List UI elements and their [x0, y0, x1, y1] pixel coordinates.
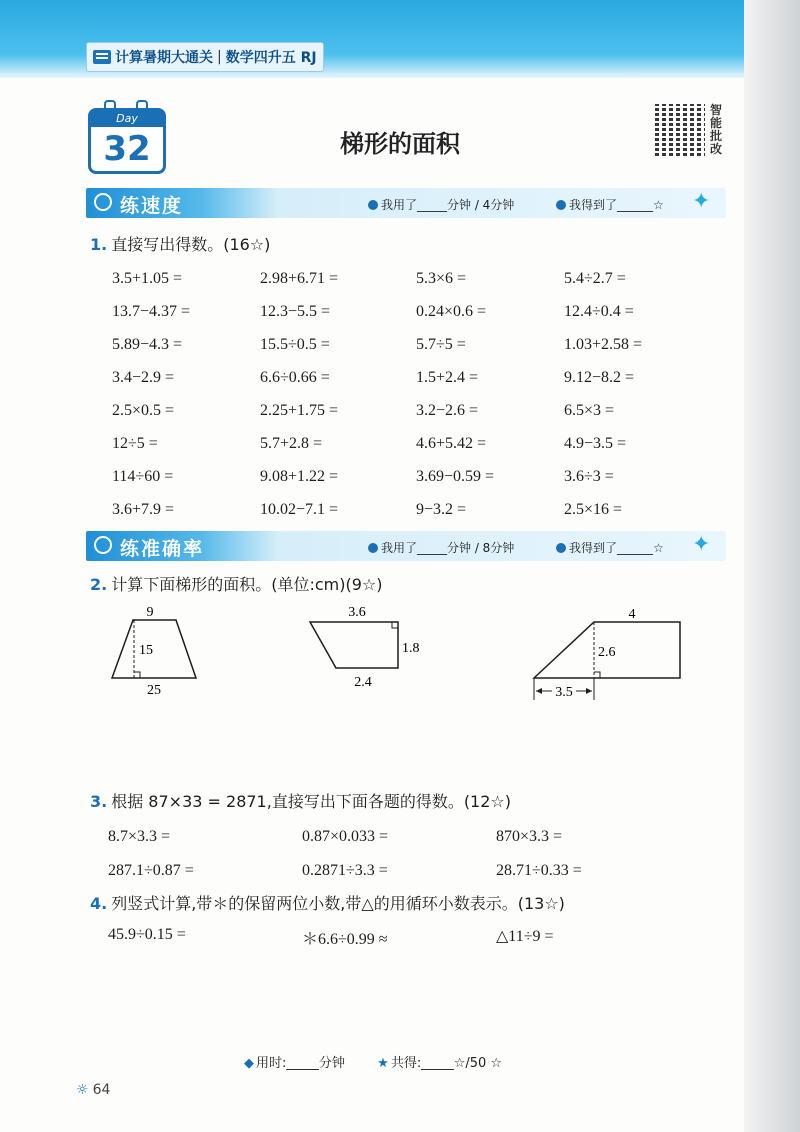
- question-number: 1.: [90, 235, 108, 254]
- problem-item: 0.2871÷3.3 =: [302, 862, 388, 879]
- section-title: 练速度: [120, 195, 184, 217]
- problem-item: 9.12−8.2 =: [564, 368, 635, 386]
- problem-item: 12.4÷0.4 =: [564, 302, 634, 320]
- question-prompt: 列竖式计算,带＊的保留两位小数,带△的用循环小数表示。(13☆): [111, 894, 565, 913]
- question-2: [90, 572, 383, 595]
- time-used-text: 我用了_____分钟 / 4分钟: [381, 198, 515, 212]
- fig1-height-label: 15: [139, 643, 153, 658]
- problem-item: 1.5+2.4 =: [416, 368, 479, 386]
- score-field: [556, 196, 664, 213]
- trapezoid-2: [310, 622, 398, 668]
- sun-icon: ☼: [76, 1082, 89, 1098]
- fig2-bottom-label: 2.4: [354, 675, 372, 690]
- star-icon: ✦: [692, 532, 711, 557]
- problem-item: △11÷9 =: [496, 928, 554, 945]
- right-angle-mark: [594, 672, 600, 678]
- book-icon: [93, 50, 111, 64]
- section-title: 练准确率: [120, 538, 205, 560]
- score-text: 我得到了______☆: [569, 541, 664, 555]
- problem-item: 13.7−4.37 =: [112, 302, 191, 320]
- qr-label: 智能批改: [710, 103, 723, 156]
- problem-item: 2.98+6.71 =: [260, 269, 339, 287]
- q3-problem-grid: [108, 820, 708, 888]
- problem-item: 10.02−7.1 =: [260, 500, 339, 518]
- fig2-top-label: 3.6: [348, 605, 366, 620]
- problem-item: 870×3.3 =: [496, 828, 563, 845]
- star-icon: ✦: [692, 189, 711, 214]
- page-number: [76, 1082, 110, 1098]
- problem-row: [112, 328, 712, 361]
- section-bar-speed: [86, 188, 726, 218]
- stopwatch-icon: [94, 193, 112, 211]
- problem-row: [108, 820, 708, 854]
- page-edge-shadow: [744, 0, 800, 1132]
- trapezoid-1: [112, 620, 196, 678]
- problem-item: 8.7×3.3 =: [108, 828, 171, 845]
- fig1-bottom-label: 25: [147, 683, 161, 698]
- problem-item: 6.6÷0.66 =: [260, 368, 330, 386]
- problem-item: 12.3−5.5 =: [260, 302, 331, 320]
- footer-summary: [244, 1052, 502, 1071]
- question-number: 4.: [90, 894, 108, 913]
- check-icon: [556, 543, 566, 553]
- problem-item: 6.5×3 =: [564, 401, 615, 419]
- problem-item: 4.6+5.42 =: [416, 434, 487, 452]
- problem-item: 0.24×0.6 =: [416, 302, 487, 320]
- section-bar-accuracy: [86, 531, 726, 561]
- q1-problem-grid: [112, 262, 712, 526]
- problem-item: 5.89−4.3 =: [112, 335, 183, 353]
- fig3-height-label: 2.6: [598, 645, 616, 660]
- trapezoid-figures: [0, 600, 800, 710]
- problem-item: 2.25+1.75 =: [260, 401, 339, 419]
- question-4: [90, 891, 565, 914]
- problem-item: 15.5÷0.5 =: [260, 335, 330, 353]
- target-icon: [94, 536, 112, 554]
- problem-item: 2.5×16 =: [564, 500, 623, 518]
- arrow-right-icon: [586, 688, 592, 694]
- question-3: [90, 789, 511, 812]
- header-tab: [86, 42, 324, 72]
- book-label: 数学四升五 RJ: [225, 50, 317, 66]
- arrow-left-icon: [536, 688, 542, 694]
- problem-item: 5.7+2.8 =: [260, 434, 323, 452]
- question-prompt: 直接写出得数。(16☆): [111, 235, 271, 254]
- header-separator: |: [217, 49, 222, 65]
- page-title: 梯形的面积: [340, 130, 460, 158]
- score-text: 我得到了______☆: [569, 198, 664, 212]
- question-prompt: 根据 87×33 = 2871,直接写出下面各题的得数。(12☆): [111, 792, 512, 811]
- problem-item: 2.5×0.5 =: [112, 401, 175, 419]
- problem-item: 3.69−0.59 =: [416, 467, 495, 485]
- clock-icon: ◆: [244, 1056, 254, 1071]
- problem-item: 0.87×0.033 =: [302, 828, 389, 845]
- clock-icon: [368, 200, 378, 210]
- question-prompt: 计算下面梯形的面积。(单位:cm)(9☆): [111, 575, 383, 594]
- qr-code-icon[interactable]: [655, 104, 705, 156]
- footer-total: 共得:_____☆/50 ☆: [390, 1056, 503, 1071]
- page-number-text: 64: [92, 1082, 111, 1098]
- problem-item: 287.1÷0.87 =: [108, 862, 194, 879]
- problem-row: [112, 394, 712, 427]
- problem-item: 114÷60 =: [112, 467, 174, 485]
- fig3-top-label: 4: [628, 607, 636, 622]
- day-number: 32: [103, 129, 151, 169]
- problem-item: 28.71÷0.33 =: [496, 862, 582, 879]
- question-number: 3.: [90, 792, 108, 811]
- check-icon: [556, 200, 566, 210]
- problem-row: [112, 460, 712, 493]
- star-icon: ★: [377, 1056, 389, 1071]
- clock-icon: [368, 543, 378, 553]
- problem-item: 3.6+7.9 =: [112, 500, 175, 518]
- problem-item: 9.08+1.22 =: [260, 467, 339, 485]
- series-title: 计算暑期大通关: [115, 50, 213, 66]
- problem-item: 3.4−2.9 =: [112, 368, 175, 386]
- problem-row: [112, 493, 712, 526]
- problem-item: 3.6÷3 =: [564, 467, 614, 485]
- question-number: 2.: [90, 575, 108, 594]
- problem-item: 3.2−2.6 =: [416, 401, 479, 419]
- problem-item: 12÷5 =: [112, 434, 158, 452]
- problem-item: 9−3.2 =: [416, 500, 467, 518]
- fig2-height-label: 1.8: [402, 641, 420, 656]
- q4-problem-row: [108, 926, 708, 949]
- day-label: Day: [91, 111, 163, 127]
- fig3-bottom-label: 3.5: [555, 685, 573, 700]
- problem-row: [112, 361, 712, 394]
- score-field: [556, 539, 664, 556]
- problem-item: 4.9−3.5 =: [564, 434, 627, 452]
- problem-item: 1.03+2.58 =: [564, 335, 643, 353]
- problem-item: 5.4÷2.7 =: [564, 269, 626, 287]
- time-used-text: 我用了_____分钟 / 8分钟: [381, 541, 515, 555]
- fig1-top-label: 9: [146, 605, 154, 620]
- problem-item: 5.3×6 =: [416, 269, 467, 287]
- problem-item: 3.5+1.05 =: [112, 269, 183, 287]
- problem-item: 45.9÷0.15 =: [108, 926, 186, 943]
- footer-time: 用时:_____分钟: [256, 1056, 345, 1071]
- time-used-field: [368, 196, 514, 213]
- question-1: [90, 232, 270, 255]
- problem-row: [108, 854, 708, 888]
- time-used-field: [368, 539, 514, 556]
- problem-row: [112, 295, 712, 328]
- problem-item: ＊6.6÷0.99 ≈: [302, 931, 388, 948]
- problem-row: [112, 427, 712, 460]
- right-angle-mark: [134, 672, 140, 678]
- problem-item: 5.7÷5 =: [416, 335, 466, 353]
- problem-row: [112, 262, 712, 295]
- right-angle-mark: [392, 622, 398, 628]
